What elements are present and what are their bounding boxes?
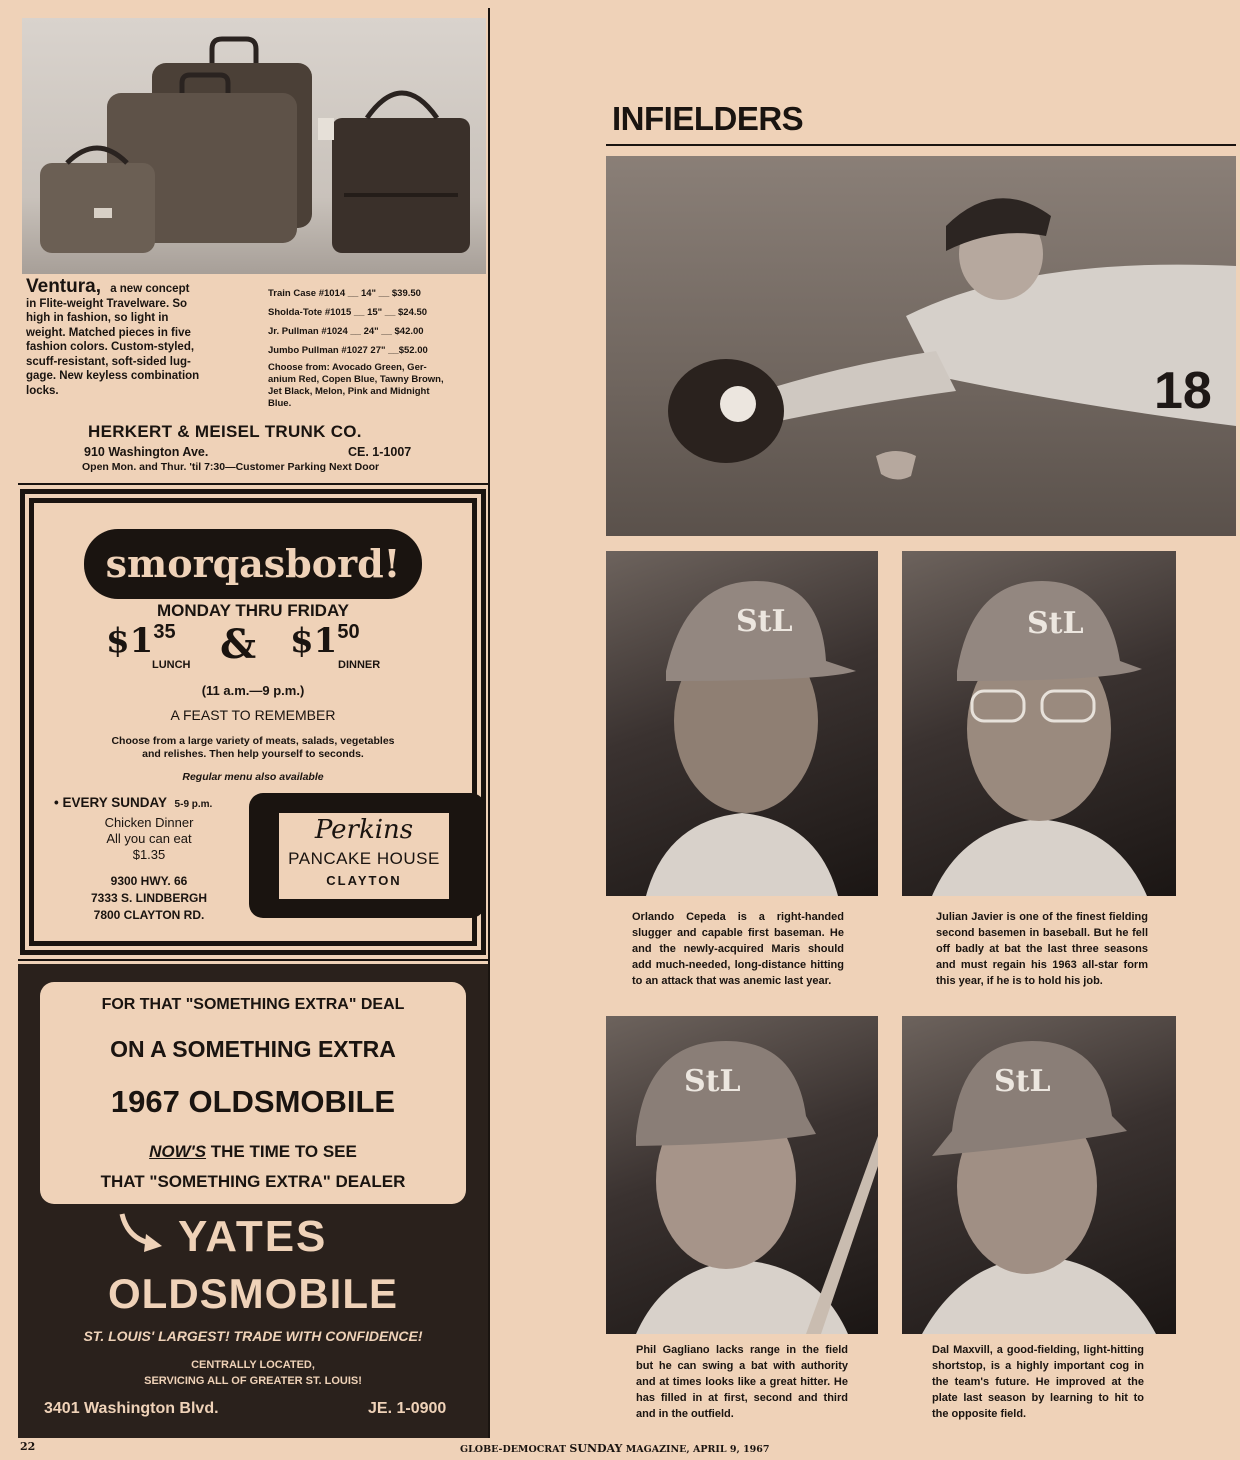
olds-phone: JE. 1-0900 [368, 1400, 447, 1417]
gagliano-portrait [606, 1016, 878, 1334]
sunday-time: 5-9 p.m. [174, 799, 213, 810]
price-line: Jr. Pullman #1024 __ 24" __ $42.00 [268, 326, 424, 337]
dinner-price [290, 621, 360, 661]
diving-player-illustration [606, 156, 1236, 536]
ad-separator [18, 483, 488, 485]
lunch-price [106, 621, 176, 661]
cardinals-logo-icon: StL [684, 1064, 741, 1099]
oldsmobile-ad [18, 964, 488, 1438]
days: MONDAY THRU FRIDAY [156, 601, 350, 620]
player-portrait-illustration [902, 551, 1176, 896]
colors-line: Blue. [268, 398, 292, 409]
gagliano-caption: Phil Gagliano lacks range in the field but he can swing a bat with authority and at times looks like a great hitter. He has filled in at first, second and third and in the outfield. [636, 1344, 848, 1420]
sunday-details [74, 815, 224, 863]
cepeda-caption: Orlando Cepeda is a right-handed slugger and capable first baseman. He and the newly-acquired Maris should add much-needed, long-distance hitting to an attack that was anemic last year. [632, 911, 844, 987]
price-line: Train Case #1014 __ 14" __ $39.50 [268, 288, 421, 299]
dinner-label: DINNER [338, 659, 381, 671]
desc-line: fashion colors. Custom-styled, [26, 341, 195, 353]
desc-line: weight. Matched pieces in five [26, 326, 191, 339]
olds-line5: THAT "SOMETHING EXTRA" DEALER [100, 1172, 406, 1191]
perkins-city: CLAYTON [326, 873, 402, 888]
sunday-text: • EVERY SUNDAY [54, 795, 167, 810]
location-line: 9300 HWY. 66 [110, 874, 188, 888]
slogan: A FEAST TO REMEMBER [170, 707, 336, 723]
desc-line: in Flite-weight Travelware. So [26, 297, 188, 310]
perkins-script: Perkins [314, 815, 414, 845]
smorgasbord-ad [20, 489, 486, 955]
publication-a: GLOBE-DEMOCRAT [460, 1444, 570, 1455]
price-line: Jumbo Pullman #1027 27" __$52.00 [268, 345, 428, 356]
sunday-line: Chicken Dinner [104, 815, 194, 830]
sunday-line: All you can eat [106, 831, 192, 846]
lunch-label: LUNCH [152, 659, 191, 671]
arrow-icon [118, 1210, 168, 1254]
price-line: Sholda-Tote #1015 __ 15" __ $24.50 [268, 307, 428, 318]
player-portrait-illustration [606, 1016, 878, 1334]
cardinals-logo-icon: StL [1027, 606, 1084, 641]
company-address: 910 Washington Ave. [84, 445, 209, 459]
company-name: HERKERT & MEISEL TRUNK CO. [88, 422, 362, 441]
choose-line-1: Choose from a large variety of meats, salads, vegetables [111, 735, 395, 747]
page-number: 22 [20, 1440, 36, 1453]
desc-line: gage. New keyless combination [26, 370, 200, 382]
ventura-brand: Ventura, [26, 276, 101, 297]
olds-located-2: SERVICING ALL OF GREATER ST. LOUIS! [144, 1375, 362, 1387]
ventura-tagline: a new concept [110, 283, 190, 295]
sunday-line: $1.35 [132, 847, 166, 862]
perkins-name: PANCAKE HOUSE [288, 849, 440, 868]
ampersand: & [220, 621, 257, 668]
hours: (11 a.m.—9 p.m.) [201, 683, 305, 698]
desc-line: high in fashion, so light in [26, 312, 169, 324]
jersey-number: 18 [1154, 362, 1212, 420]
luggage-prices [268, 284, 483, 410]
player-portrait-illustration [902, 1016, 1176, 1334]
colors-line: Jet Black, Melon, Pink and Midnight [268, 386, 430, 397]
publication-b: SUNDAY [569, 1442, 623, 1455]
dealer-name-1: YATES [178, 1212, 328, 1261]
smorgasbord-title: smorqasbord! [105, 541, 401, 586]
location-line: 7800 CLAYTON RD. [93, 908, 205, 922]
olds-located-1: CENTRALLY LOCATED, [191, 1359, 315, 1371]
perkins-sign [249, 793, 485, 918]
choose-line-2: and relishes. Then help yourself to seconds. [142, 748, 364, 760]
article-heading: INFIELDERS [612, 100, 804, 137]
colors-line: anium Red, Copen Blue, Tawny Brown, [268, 374, 444, 385]
luggage-illustration [22, 18, 486, 274]
player-portrait-illustration [606, 551, 878, 896]
olds-address: 3401 Washington Blvd. [44, 1400, 219, 1417]
javier-caption: Julian Javier is one of the finest fielding second basemen in baseball. But he fell off badly at bat the last three seasons and must regain his 1963 all-star form this year, if he is to hold his job. [936, 911, 1148, 987]
lunch-cents: 35 [153, 621, 176, 643]
luggage-photo [22, 18, 486, 274]
desc-line: locks. [26, 384, 59, 397]
dinner-cents: 50 [337, 621, 360, 643]
colors-text [268, 362, 483, 410]
colors-line: Choose from: Avocado Green, Ger- [268, 362, 427, 373]
column-divider [488, 8, 490, 1438]
olds-line1: FOR THAT "SOMETHING EXTRA" DEAL [101, 996, 405, 1013]
diving-infielder-photo [606, 156, 1236, 536]
ventura-description [26, 297, 256, 399]
regular-menu: Regular menu also available [182, 771, 324, 783]
locations [74, 873, 224, 924]
luggage-ad [18, 14, 488, 484]
heading-rule [606, 144, 1236, 146]
location-line: 7333 S. LINDBERGH [90, 891, 208, 905]
javier-portrait [902, 551, 1176, 896]
lunch-dollar: $1 [106, 621, 154, 661]
cepeda-portrait [606, 551, 878, 896]
olds-now: NOW'S [149, 1142, 207, 1161]
olds-line2: ON A SOMETHING EXTRA [110, 1036, 396, 1062]
dinner-dollar: $1 [290, 621, 338, 661]
publication-c: MAGAZINE, APRIL 9, 1967 [622, 1444, 770, 1455]
olds-line4-rest: THE TIME TO SEE [206, 1142, 357, 1161]
sunday-label [54, 795, 212, 810]
maxvill-portrait [902, 1016, 1176, 1334]
cardinals-logo-icon: StL [994, 1064, 1051, 1099]
dealer-name-2: OLDSMOBILE [108, 1270, 398, 1317]
ad-separator [18, 959, 488, 961]
company-phone: CE. 1-1007 [348, 445, 412, 459]
cardinals-logo-icon: StL [736, 604, 793, 639]
maxvill-caption: Dal Maxvill, a good-fielding, light-hitting shortstop, is a highly important cog in the team's future. He improved at the plate last season by learning to hit to the opposite field. [932, 1344, 1144, 1420]
olds-line3: 1967 OLDSMOBILE [110, 1084, 396, 1119]
desc-line: scuff-resistant, soft-sided lug- [26, 355, 191, 368]
olds-line4 [40, 1142, 466, 1162]
company-hours: Open Mon. and Thur. 'til 7:30—Customer Parking Next Door [82, 461, 380, 473]
olds-slogan: ST. LOUIS' LARGEST! TRADE WITH CONFIDENCE! [83, 1328, 423, 1344]
publication-line [460, 1442, 770, 1455]
